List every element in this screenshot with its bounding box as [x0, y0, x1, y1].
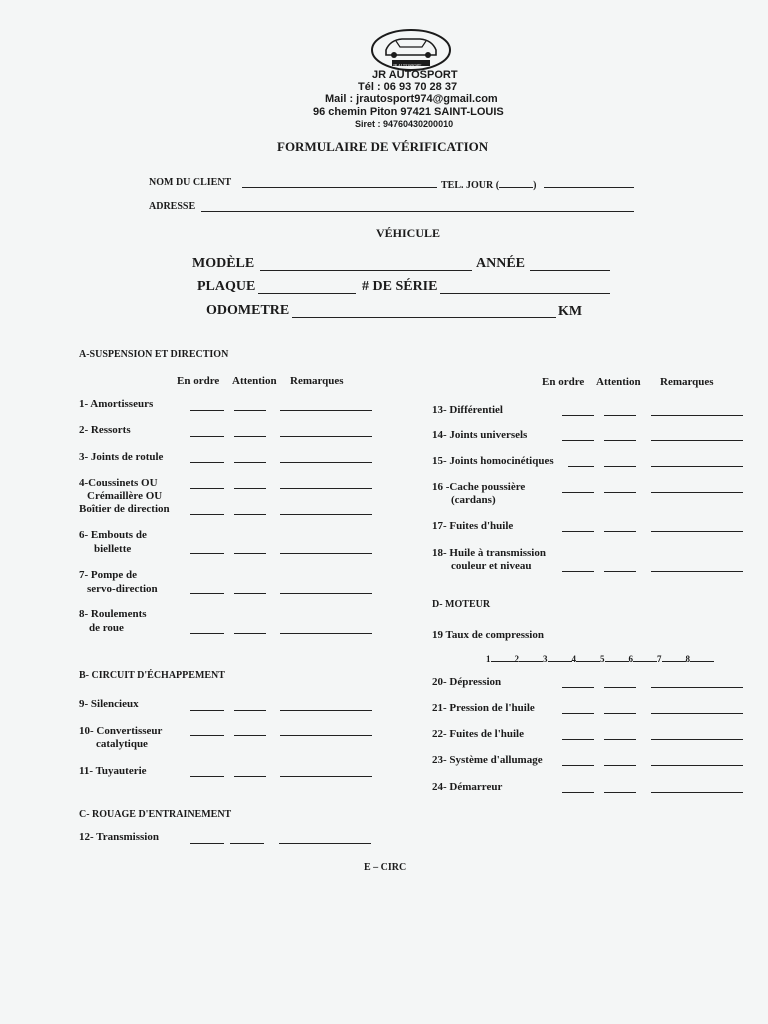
item-11-label: 11- Tuyauterie — [79, 765, 147, 777]
item-17-label: 17- Fuites d'huile — [432, 520, 514, 532]
item-8-label-line2: de roue — [89, 622, 124, 634]
tel-field[interactable] — [544, 187, 634, 188]
client-name-field[interactable] — [242, 187, 437, 188]
item-16-ok[interactable] — [562, 492, 594, 493]
item-13-label: 13- Différentiel — [432, 404, 503, 416]
item-10-label-line2: catalytique — [96, 738, 148, 750]
item-7-attention[interactable] — [234, 593, 266, 594]
item-20-label: 20- Dépression — [432, 676, 502, 688]
item-12-ok[interactable] — [190, 843, 224, 844]
cyl-6-label: 6 — [628, 654, 633, 664]
col-ok-right: En ordre — [542, 376, 585, 388]
item-10-label-line1: 10- Convertisseur — [79, 725, 163, 737]
item-9-attention[interactable] — [234, 710, 266, 711]
item-17-remarks[interactable] — [651, 531, 743, 532]
item-2-ok[interactable] — [190, 436, 224, 437]
cyl-3-field[interactable] — [548, 653, 572, 662]
item-24-attention[interactable] — [604, 792, 636, 793]
item-13-remarks[interactable] — [651, 415, 743, 416]
item-12-label: 12- Transmission — [79, 831, 159, 843]
section-a-heading: A-SUSPENSION ET DIRECTION — [79, 349, 229, 360]
year-field[interactable] — [530, 270, 610, 271]
item-8-attention[interactable] — [234, 633, 266, 634]
item-6-ok[interactable] — [190, 553, 224, 554]
item-9-remarks[interactable] — [280, 710, 372, 711]
item-16-label-line2: (cardans) — [451, 494, 496, 506]
tel-area-code-field[interactable] — [499, 177, 533, 188]
item-15-remarks[interactable] — [651, 466, 743, 467]
item-7-label-line1: 7- Pompe de — [79, 569, 138, 581]
item-14-remarks[interactable] — [651, 440, 743, 441]
cyl-1-label: 1 — [486, 654, 491, 664]
item-5-ok[interactable] — [190, 514, 224, 515]
item-18-remarks[interactable] — [651, 571, 743, 572]
item-21-attention[interactable] — [604, 713, 636, 714]
item-6-label-line1: 6- Embouts de — [79, 529, 147, 541]
item-2-attention[interactable] — [234, 436, 266, 437]
company-phone: Tél : 06 93 70 28 37 — [358, 81, 458, 93]
item-1-remarks[interactable] — [280, 410, 372, 411]
year-label: ANNÉE — [476, 256, 526, 271]
logo-text: JR AUTOSPORT — [393, 63, 422, 68]
item-22-remarks[interactable] — [651, 739, 743, 740]
item-6-label-line2: biellette — [94, 543, 132, 555]
item-17-ok[interactable] — [562, 531, 594, 532]
item-3-ok[interactable] — [190, 462, 224, 463]
item-14-label: 14- Joints universels — [432, 429, 528, 441]
tel-label — [441, 177, 536, 191]
company-mail: Mail : jrautosport974@gmail.com — [325, 93, 498, 105]
address-field[interactable] — [201, 211, 634, 212]
col-remarks-left: Remarques — [290, 375, 344, 387]
item-2-label: 2- Ressorts — [79, 424, 131, 436]
cyl-2-label: 2 — [514, 654, 519, 664]
item-22-attention[interactable] — [604, 739, 636, 740]
model-label: MODÈLE — [192, 256, 255, 271]
item-7-label-line2: servo-direction — [87, 583, 158, 595]
col-attention-right: Attention — [596, 376, 641, 388]
item-10-attention[interactable] — [234, 735, 266, 736]
odometer-field[interactable] — [292, 317, 556, 318]
item-6-attention[interactable] — [234, 553, 266, 554]
item-10-remarks[interactable] — [280, 735, 372, 736]
section-d-heading: D- MOTEUR — [432, 599, 491, 610]
cyl-1-field[interactable] — [491, 653, 515, 662]
cyl-8-field[interactable] — [690, 653, 714, 662]
cyl-4-label: 4 — [571, 654, 576, 664]
cyl-3-label: 3 — [543, 654, 548, 664]
km-label: KM — [558, 304, 583, 319]
item-4-label-line3: Boîtier de direction — [79, 503, 170, 515]
item-7-remarks[interactable] — [280, 593, 372, 594]
item-4-ok[interactable] — [190, 488, 224, 489]
cyl-4-field[interactable] — [576, 653, 600, 662]
item-3-label: 3- Joints de rotule — [79, 451, 164, 463]
item-10-ok[interactable] — [190, 735, 224, 736]
item-2-remarks[interactable] — [280, 436, 372, 437]
item-3-attention[interactable] — [234, 462, 266, 463]
item-22-label: 22- Fuites de l'huile — [432, 728, 524, 740]
item-14-attention[interactable] — [604, 440, 636, 441]
item-4-remarks[interactable] — [280, 488, 372, 489]
item-23-label: 23- Système d'allumage — [432, 754, 543, 766]
item-8-remarks[interactable] — [280, 633, 372, 634]
company-address: 96 chemin Piton 97421 SAINT-LOUIS — [313, 106, 504, 118]
address-label: ADRESSE — [149, 201, 196, 212]
plate-label: PLAQUE — [197, 279, 256, 294]
item-15-label: 15- Joints homocinétiques — [432, 455, 554, 467]
item-5-remarks[interactable] — [280, 514, 372, 515]
company-siret: Siret : 94760430200010 — [355, 119, 454, 129]
item-24-remarks[interactable] — [651, 792, 743, 793]
item-5-attention[interactable] — [234, 514, 266, 515]
item-20-remarks[interactable] — [651, 687, 743, 688]
item-11-ok[interactable] — [190, 776, 224, 777]
cyl-2-field[interactable] — [519, 653, 543, 662]
item-12-remarks[interactable] — [279, 843, 371, 844]
item-18-ok[interactable] — [562, 571, 594, 572]
item-20-ok[interactable] — [562, 687, 594, 688]
item-1-label: 1- Amortisseurs — [79, 398, 154, 410]
item-1-ok[interactable] — [190, 410, 224, 411]
company-name: JR AUTOSPORT — [372, 69, 458, 81]
item-18-label-line1: 18- Huile à transmission — [432, 547, 546, 559]
item-7-ok[interactable] — [190, 593, 224, 594]
odometer-label: ODOMETRE — [206, 303, 290, 318]
item-17-attention[interactable] — [604, 531, 636, 532]
item-6-remarks[interactable] — [280, 553, 372, 554]
serial-label: # DE SÉRIE — [362, 279, 438, 294]
section-c-heading: C- ROUAGE D'ENTRAINEMENT — [79, 809, 232, 820]
cyl-7-label: 7 — [657, 654, 662, 664]
client-name-label: NOM DU CLIENT — [149, 177, 232, 188]
item-21-ok[interactable] — [562, 713, 594, 714]
cyl-8-label: 8 — [685, 654, 690, 664]
item-18-attention[interactable] — [604, 571, 636, 572]
item-15-attention[interactable] — [604, 466, 636, 467]
cyl-5-field[interactable] — [605, 653, 629, 662]
item-23-ok[interactable] — [562, 765, 594, 766]
item-1-attention[interactable] — [234, 410, 266, 411]
item-13-attention[interactable] — [604, 415, 636, 416]
item-16-remarks[interactable] — [651, 492, 743, 493]
item-12-attention[interactable] — [230, 843, 264, 844]
item-4-attention[interactable] — [234, 488, 266, 489]
tel-label-text: TEL. JOUR ( — [441, 180, 500, 191]
item-13-ok[interactable] — [562, 415, 594, 416]
compression-cylinders — [486, 649, 714, 667]
item-11-remarks[interactable] — [280, 776, 372, 777]
section-e-heading: E – CIRC — [364, 862, 407, 873]
item-23-attention[interactable] — [604, 765, 636, 766]
item-18-label-line2: couleur et niveau — [451, 560, 532, 572]
item-24-label: 24- Démarreur — [432, 781, 503, 793]
form-title: FORMULAIRE DE VÉRIFICATION — [277, 139, 489, 154]
model-field[interactable] — [260, 270, 472, 271]
cyl-7-field[interactable] — [662, 653, 686, 662]
vehicle-heading: VÉHICULE — [376, 226, 441, 240]
item-21-remarks[interactable] — [651, 713, 743, 714]
item-11-attention[interactable] — [234, 776, 266, 777]
plate-field[interactable] — [258, 293, 356, 294]
item-9-label: 9- Silencieux — [79, 698, 139, 710]
item-23-remarks[interactable] — [651, 765, 743, 766]
serial-field[interactable] — [440, 293, 610, 294]
item-20-attention[interactable] — [604, 687, 636, 688]
item-4-label-line1: 4-Coussinets OU — [79, 477, 158, 489]
item-22-ok[interactable] — [562, 739, 594, 740]
item-8-ok[interactable] — [190, 633, 224, 634]
col-attention-left: Attention — [232, 375, 277, 387]
section-b-heading: B- CIRCUIT D'ÉCHAPPEMENT — [79, 670, 225, 681]
cyl-6-field[interactable] — [633, 653, 657, 662]
item-21-label: 21- Pression de l'huile — [432, 702, 535, 714]
col-ok-left: En ordre — [177, 375, 220, 387]
item-9-ok[interactable] — [190, 710, 224, 711]
item-24-ok[interactable] — [562, 792, 594, 793]
item-4-label-line2: Crémaillère OU — [87, 490, 163, 502]
item-16-attention[interactable] — [604, 492, 636, 493]
item-14-ok[interactable] — [562, 440, 594, 441]
item-19-label: 19 Taux de compression — [432, 629, 544, 641]
item-3-remarks[interactable] — [280, 462, 372, 463]
item-16-label-line1: 16 -Cache poussière — [432, 481, 526, 493]
cyl-5-label: 5 — [600, 654, 605, 664]
col-remarks-right: Remarques — [660, 376, 714, 388]
tel-close-paren: ) — [533, 180, 537, 191]
item-15-ok[interactable] — [568, 466, 594, 467]
item-8-label-line1: 8- Roulements — [79, 608, 147, 620]
